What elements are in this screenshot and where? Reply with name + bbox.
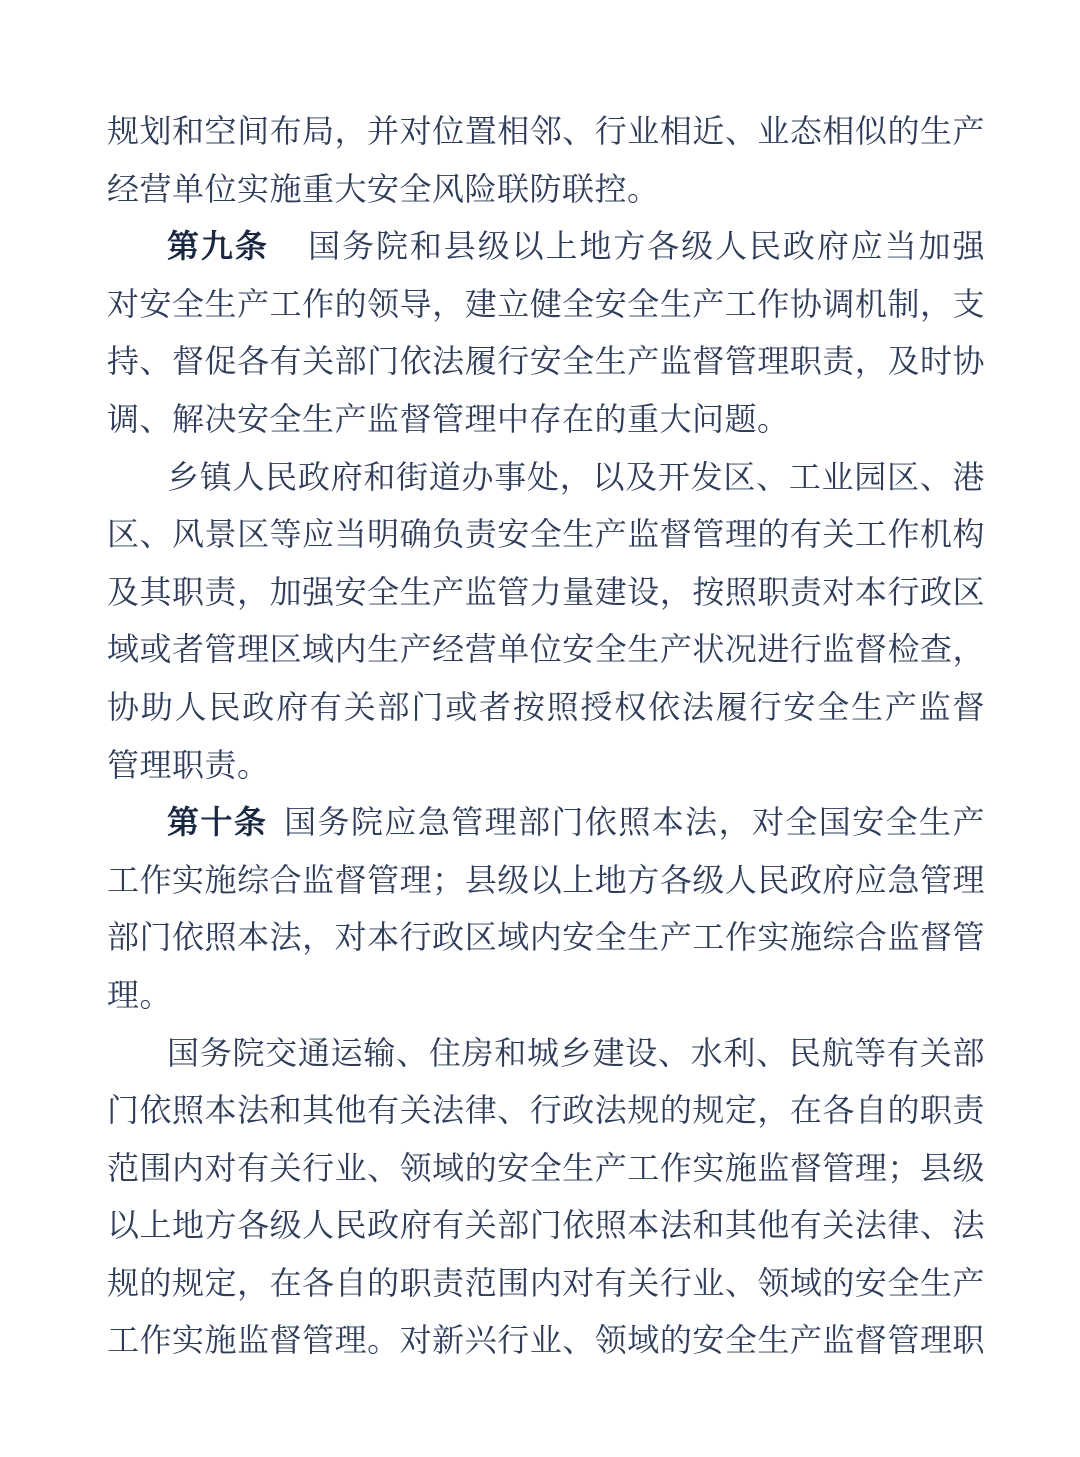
article-number-bold: 第十条	[167, 804, 268, 841]
article-number-gap	[269, 256, 307, 257]
text-line: 乡镇人民政府和街道办事处，以及开发区、工业园区、港	[167, 458, 985, 495]
text-line: 域或者管理区域内生产经营单位安全生产状况进行监督检查，	[107, 631, 985, 668]
text-line: 及其职责，加强安全生产监管力量建设，按照职责对本行政区	[107, 573, 985, 610]
article-number-gap	[267, 832, 283, 833]
text-line: 门依照本法和其他有关法律、行政法规的规定，在各自的职责	[107, 1092, 985, 1129]
text-line: 持、督促各有关部门依法履行安全生产监督管理职责，及时协	[107, 343, 985, 380]
text-line: 工作实施综合监督管理；县级以上地方各级人民政府应急管理	[107, 861, 985, 898]
text-line: 部门依照本法，对本行政区域内安全生产工作实施综合监督管	[107, 919, 985, 956]
text-line: 协助人民政府有关部门或者按照授权依法履行安全生产监督	[107, 688, 985, 725]
text-line: 范围内对有关行业、领域的安全生产工作实施监督管理；县级	[107, 1149, 985, 1186]
document-body	[107, 103, 985, 1370]
text-line: 第十条 国务院应急管理部门依照本法，对全国安全生产	[167, 804, 985, 841]
text-line: 规的规定，在各自的职责范围内对有关行业、领域的安全生产	[107, 1264, 985, 1301]
text-line: 理。	[107, 976, 173, 1013]
text-line: 经营单位实施重大安全风险联防联控。	[107, 170, 660, 207]
text-line: 管理职责。	[107, 746, 270, 783]
text-line: 区、风景区等应当明确负责安全生产监督管理的有关工作机构	[107, 516, 985, 553]
text-line: 规划和空间布局，并对位置相邻、行业相近、业态相似的生产	[107, 113, 985, 149]
text-line: 第九条 国务院和县级以上地方各级人民政府应当加强	[167, 228, 985, 265]
text-line: 以上地方各级人民政府有关部门依照本法和其他有关法律、法	[107, 1207, 985, 1244]
text-line: 对安全生产工作的领导，建立健全安全生产工作协调机制，支	[107, 285, 985, 322]
text-line: 工作实施监督管理。对新兴行业、领域的安全生产监督管理职	[107, 1322, 985, 1359]
article-number-bold: 第九条	[167, 228, 269, 265]
text-line: 国务院交通运输、住房和城乡建设、水利、民航等有关部	[167, 1034, 985, 1071]
text-line: 调、解决安全生产监督管理中存在的重大问题。	[107, 400, 790, 437]
